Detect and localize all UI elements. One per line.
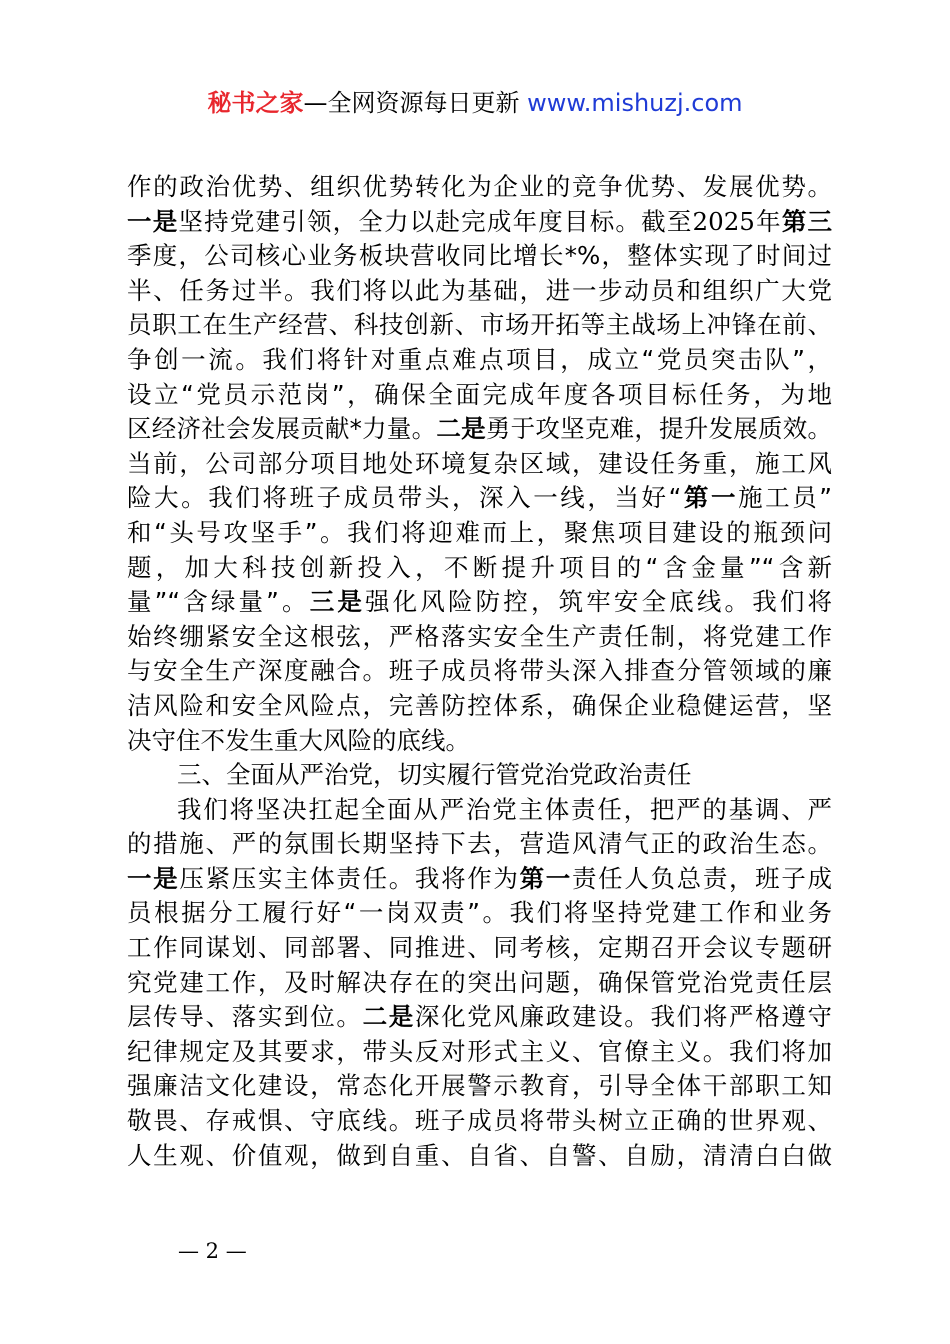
text-line: 员职工在生产经营、科技创新、市场开拓等主战场上冲锋在前、 xyxy=(127,310,832,340)
site-brand: 秘书之家 xyxy=(207,89,304,117)
document-body xyxy=(127,170,832,1173)
bold-marker: 第一 xyxy=(519,863,572,893)
site-slogan: —全网资源每日更新 xyxy=(303,89,520,117)
bold-marker: 第一 xyxy=(681,483,739,513)
text-line: 纪律规定及其要求，带头反对形式主义、官僚主义。我们将加 xyxy=(127,1036,832,1066)
text-line: 设立“党员示范岗”，确保全面完成年度各项目标任务，为地 xyxy=(127,379,832,409)
text-line: 人生观、价值观，做到自重、自省、自警、自励，清清白白做 xyxy=(127,1140,832,1170)
text-line: 究党建工作，及时解决存在的突出问题，确保管党治党责任层 xyxy=(127,967,832,997)
text-line: 敬畏、存戒惧、守底线。班子成员将带头树立正确的世界观、 xyxy=(127,1106,832,1136)
text-line: 一是坚持党建引领，全力以赴完成年度目标。截至2025年第三 xyxy=(127,206,832,236)
text-line: 量”“含绿量”。三是强化风险防控，筑牢安全底线。我们将 xyxy=(127,587,832,617)
text-line: 工作同谋划、同部署、同推进、同考核，定期召开会议专题研 xyxy=(127,933,832,963)
text-line: 当前，公司部分项目地处环境复杂区域，建设任务重，施工风 xyxy=(127,448,832,478)
section-heading: 三、全面从严治党，切实履行管党治党政治责任 xyxy=(177,760,692,790)
text-line: 我们将坚决扛起全面从严治党主体责任，把严的基调、严 xyxy=(177,794,832,824)
text-line: 争创一流。我们将针对重点难点项目，成立“党员突击队”， xyxy=(127,344,832,374)
text-line: 作的政治优势、组织优势转化为企业的竞争优势、发展优势。 xyxy=(127,172,832,201)
text-line: 洁风险和安全风险点，完善防控体系，确保企业稳健运营，坚 xyxy=(127,690,832,720)
text-line: 题，加大科技创新投入，不断提升项目的“含金量”“含新 xyxy=(127,552,832,582)
text-line: 半、任务过半。我们将以此为基础，进一步动员和组织广大党 xyxy=(127,275,832,305)
bold-marker: 三是 xyxy=(309,587,366,617)
year-number: 2025 xyxy=(692,206,755,236)
text-line: 和“头号攻坚手”。我们将迎难而上，聚焦项目建设的瓶颈问 xyxy=(127,517,832,547)
page-number: — 2 — xyxy=(178,1239,247,1263)
text-line: 始终绷紧安全这根弦，严格落实安全生产责任制，将党建工作 xyxy=(127,621,832,651)
text-line: 强廉洁文化建设，常态化开展警示教育，引导全体干部职工知 xyxy=(127,1071,832,1101)
text-line: 一是压紧压实主体责任。我将作为第一责任人负总责，班子成 xyxy=(127,863,832,893)
bold-marker: 一是 xyxy=(127,863,180,893)
bold-marker: 二是 xyxy=(436,414,486,444)
text-line: 层传导、落实到位。二是深化党风廉政建设。我们将严格遵守 xyxy=(127,1002,832,1032)
text-line: 险大。我们将班子成员带头，深入一线，当好“第一施工员” xyxy=(127,483,832,513)
bold-marker: 一是 xyxy=(127,206,179,236)
bold-marker: 二是 xyxy=(362,1002,415,1032)
site-url[interactable]: www.mishuzj.com xyxy=(527,89,743,117)
site-header xyxy=(0,86,950,120)
text-line: 的措施、严的氛围长期坚持下去，营造风清气正的政治生态。 xyxy=(127,829,832,859)
text-line: 决守住不发生重大风险的底线。 xyxy=(127,725,470,755)
text-line: 员根据分工履行好“一岗双责”。我们将坚持党建工作和业务 xyxy=(127,898,832,928)
text-line: 季度，公司核心业务板块营收同比增长*%，整体实现了时间过 xyxy=(127,241,832,271)
text-line: 区经济社会发展贡献*力量。二是勇于攻坚克难，提升发展质效。 xyxy=(127,414,832,444)
bold-marker: 第三 xyxy=(781,206,832,236)
text-line: 与安全生产深度融合。班子成员将带头深入排查分管领域的廉 xyxy=(127,656,832,686)
